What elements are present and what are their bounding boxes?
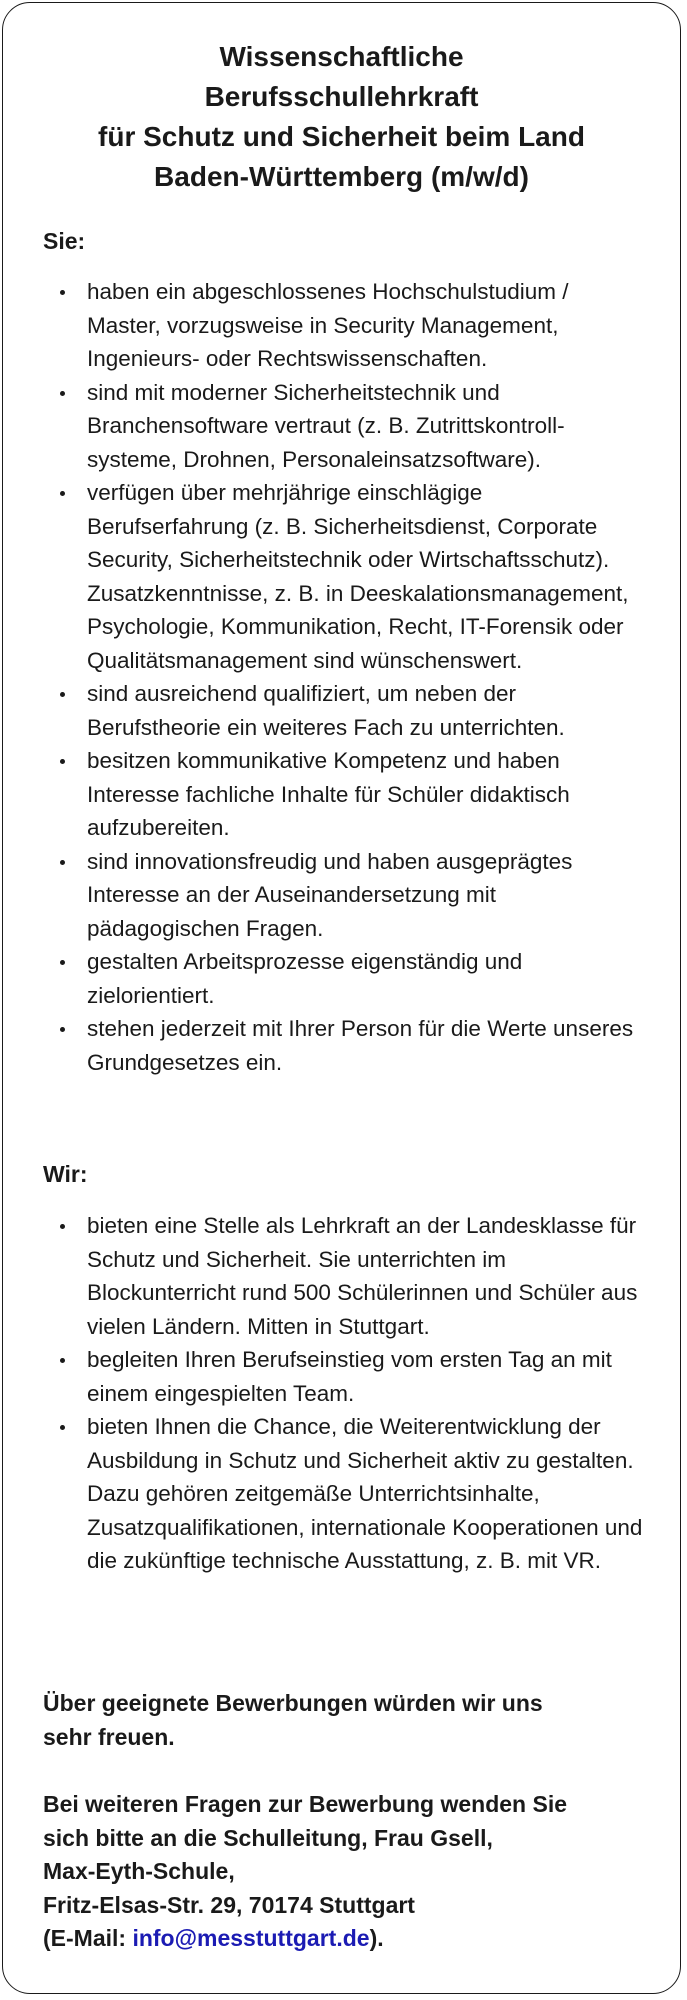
list-item: bieten eine Stelle als Lehrkraft an der Landesklasse für Schutz und Sicherheit. Sie unterrichten im Blockunterricht rund 500 Schülerinnen und Schüler aus vielen Ländern. Mitten in Stuttgart. (43, 1209, 643, 1343)
contact-email-line (43, 1922, 643, 1956)
list-item: haben ein abgeschlossenes Hochschulstudium / Master, vorzugsweise in Security Management, Ingenieurs- oder Rechtswissenschaften. (43, 275, 643, 376)
contact-line: Max-Eyth-Schule, (43, 1858, 235, 1884)
offer-list (43, 1209, 643, 1578)
job-title-line: für Schutz und Sicherheit beim Land (98, 121, 585, 152)
email-prefix: (E-Mail: (43, 1925, 133, 1951)
contact-line: Fritz-Elsas-Str. 29, 70174 Stuttgart (43, 1891, 415, 1918)
job-title (3, 37, 680, 197)
job-title-line: Baden-Württemberg (m/w/d) (154, 161, 529, 192)
list-item: sind innovationsfreudig und haben ausgeprägtes Interesse an der Auseinandersetzung mit pädagogischen Fragen. (43, 845, 643, 946)
offer-heading: Wir: (43, 1161, 88, 1187)
job-title-line: Wissenschaftliche (219, 41, 464, 72)
list-item: verfügen über mehrjährige einschlägige Berufserfahrung (z. B. Sicherheitsdienst, Corporate Security, Sicherheitstechnik oder Wirtschaftsschutz). Zusatzkenntnisse, z. B. in Deeskalationsmanagement, Psychologie, Kommunikation, Recht, IT-Forensik oder Qualitätsmanagement sind wünschenswert. (43, 476, 643, 677)
closing-line: sehr freuen. (43, 1723, 175, 1750)
contact-line: sich bitte an die Schulleitung, Frau Gsell, (43, 1824, 493, 1851)
closing-text (43, 1687, 643, 1754)
job-title-line: Berufsschullehrkraft (204, 81, 479, 112)
contact-text (43, 1788, 643, 1956)
closing-line: Über geeignete Bewerbungen würden wir uns (43, 1690, 543, 1716)
requirements-list (43, 275, 643, 1079)
list-item: bieten Ihnen die Chance, die Weiterentwicklung der Ausbildung in Schutz und Sicherheit aktiv zu gestalten. Dazu gehören zeitgemäße Unterrichtsinhalte, Zusatzqualifikationen, internationale Kooperationen und die zukünftige technische Ausstattung, z. B. mit VR. (43, 1410, 643, 1578)
contact-line: Bei weiteren Fragen zur Bewerbung wenden Sie (43, 1791, 568, 1817)
list-item: begleiten Ihren Berufseinstieg vom ersten Tag an mit einem eingespielten Team. (43, 1343, 643, 1410)
email-link[interactable]: info@messtuttgart.de (132, 1925, 370, 1951)
list-item: stehen jederzeit mit Ihrer Person für die Werte unseres Grundgesetzes ein. (43, 1012, 643, 1079)
list-item: sind ausreichend qualifiziert, um neben der Berufstheorie ein weiteres Fach zu unterrichten. (43, 677, 643, 744)
list-item: besitzen kommunikative Kompetenz und haben Interesse fachliche Inhalte für Schüler didaktisch aufzubereiten. (43, 744, 643, 845)
list-item: gestalten Arbeitsprozesse eigenständig und zielorientiert. (43, 945, 643, 1012)
requirements-heading: Sie: (43, 228, 86, 254)
email-suffix: ). (369, 1925, 384, 1951)
list-item: sind mit moderner Sicherheitstechnik und Branchensoftware vertraut (z. B. Zutrittskontroll-systeme, Drohnen, Personaleinsatzsoftware). (43, 376, 643, 477)
job-ad-card (2, 2, 681, 1994)
